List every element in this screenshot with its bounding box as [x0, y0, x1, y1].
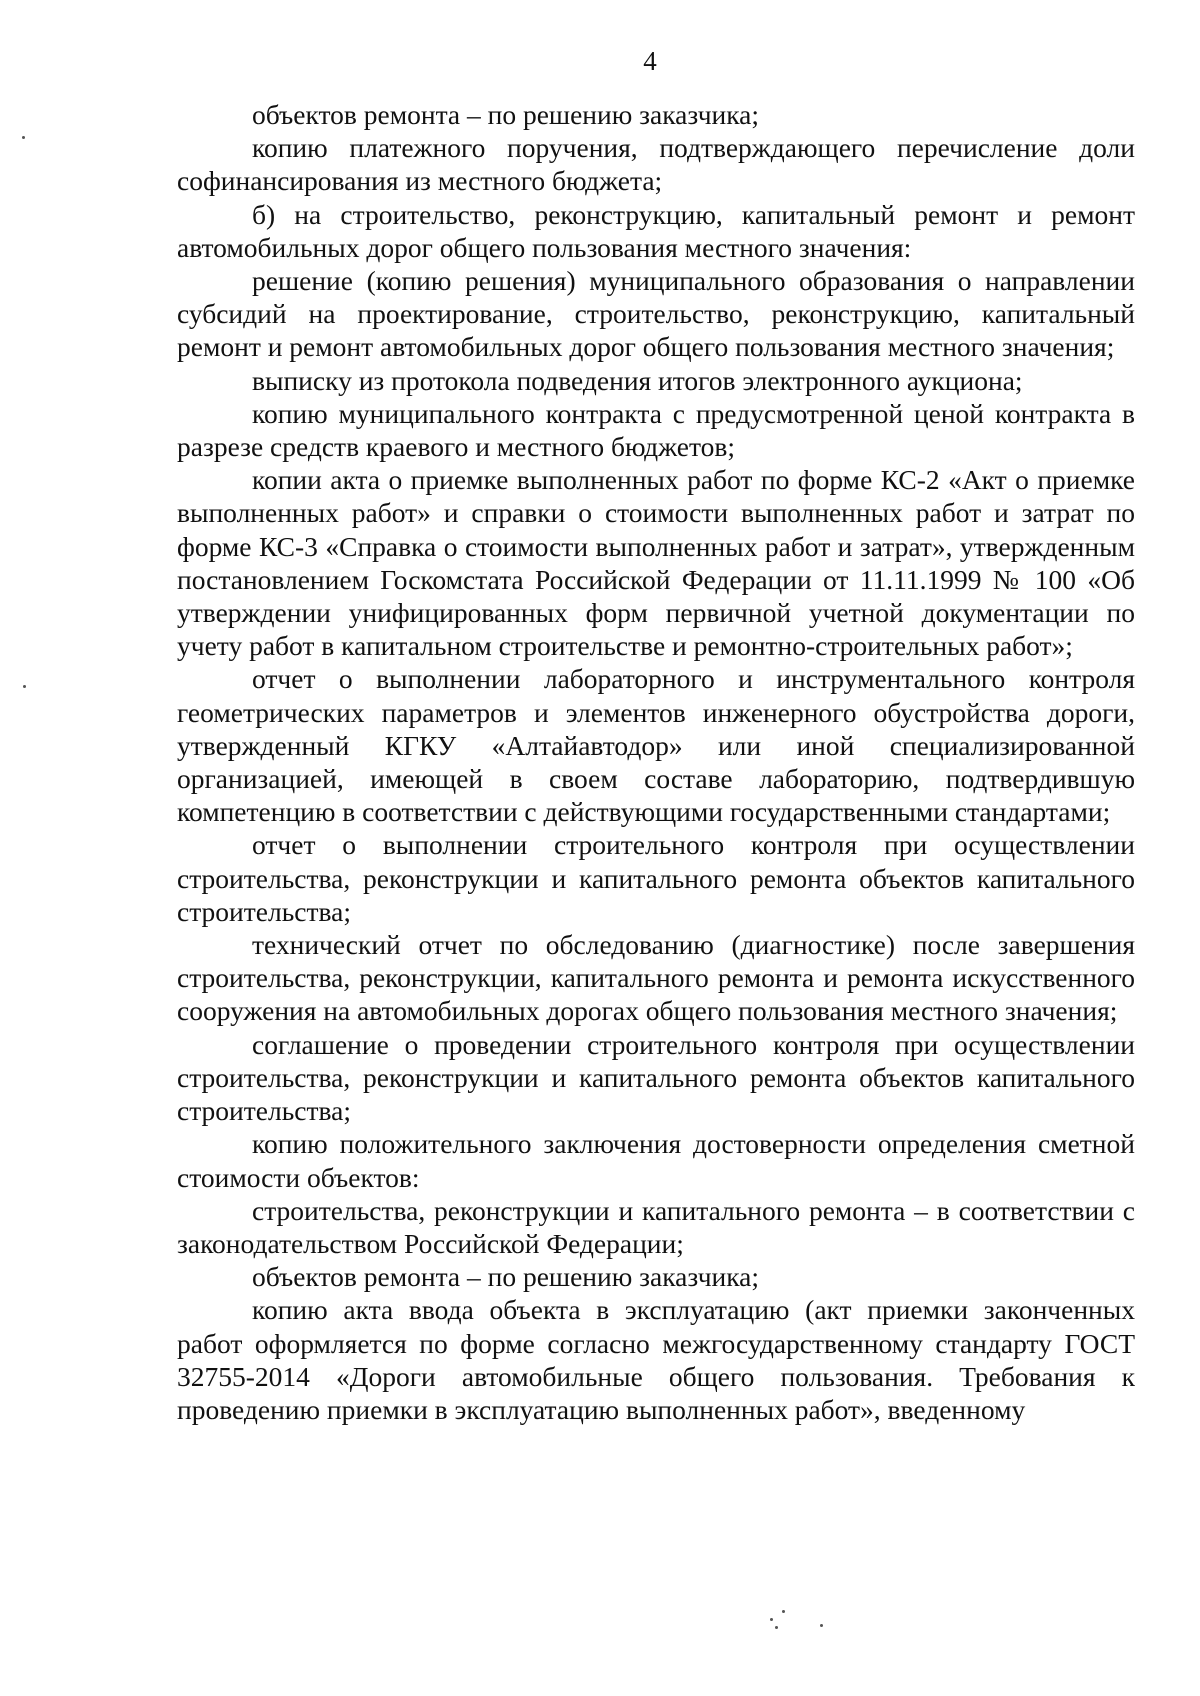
paragraph: б) на строительство, реконструкцию, капитальный ремонт и ремонт автомобильных дорог общего пользования местного значения: — [177, 198, 1135, 263]
paragraph: копию положительного заключения достоверности определения сметной стоимости объектов: — [177, 1128, 1135, 1193]
page-number: 4 — [643, 46, 657, 76]
scan-speck — [770, 1618, 773, 1621]
paragraph: копию муниципального контракта с предусмотренной ценой контракта в разрезе средств краевого и местного бюджетов; — [177, 397, 1135, 463]
paragraph: решение (копию решения) муниципального образования о направлении субсидий на проектирование, строительство, реконструкцию, капитальный ремонт и ремонт автомобильных дорог общего пользования местного значения; — [177, 265, 1135, 363]
scan-speck — [782, 1610, 785, 1613]
paragraph: соглашение о проведении строительного контроля при осуществлении строительства, реконструкции и капитального ремонта объектов капитального строительства; — [177, 1028, 1135, 1127]
scan-speck — [23, 685, 26, 688]
paragraph: копию платежного поручения, подтверждающего перечисление доли софинансирования из местного бюджета; — [177, 132, 1135, 197]
paragraph: технический отчет по обследованию (диагностике) после завершения строительства, реконструкции, капитального ремонта и ремонта искусственного сооружения на автомобильных дорогах общего пользования местного значения; — [177, 929, 1135, 1027]
paragraph: отчет о выполнении строительного контроля при осуществлении строительства, реконструкции и капитального ремонта объектов капитального строительства; — [177, 829, 1135, 927]
paragraph: объектов ремонта – по решению заказчика; — [252, 99, 760, 130]
document-body — [177, 98, 1135, 1426]
paragraph: объектов ремонта – по решению заказчика; — [252, 1261, 760, 1293]
paragraph: копию акта ввода объекта в эксплуатацию (акт приемки законченных работ оформляется по форме согласно межгосударственному стандарту ГОСТ 32755-2014 «Дороги автомобильные общего пользования. Требования к проведению приемки в эксплуатацию выполненных работ», введенному — [177, 1294, 1135, 1425]
scan-speck — [22, 136, 25, 139]
scan-speck — [820, 1624, 823, 1627]
paragraph: строительства, реконструкции и капитального ремонта – в соответствии с законодательством Российской Федерации; — [177, 1194, 1135, 1259]
paragraph: копии акта о приемке выполненных работ по форме КС-2 «Акт о приемке выполненных работ» и справки о стоимости выполненных работ и затрат по форме КС-3 «Справка о стоимости выполненных работ и затрат», утвержденным постановлением Госкомстата Российской Федерации от 11.11.1999 № 100 «Об утверждении унифицированных форм первичной учетной документации по учету работ в капитальном строительстве и ремонтно-строительных работ»; — [177, 464, 1135, 662]
paragraph: отчет о выполнении лабораторного и инструментального контроля геометрических параметров и элементов инженерного обустройства дороги, утвержденный КГКУ «Алтайавтодор» или иной специализированной организацией, имеющей в своем составе лабораторию, подтвердившую компетенцию в соответствии с действующими государственными стандартами; — [177, 663, 1135, 828]
scan-speck — [775, 1626, 778, 1629]
paragraph: выписку из протокола подведения итогов электронного аукциона; — [252, 364, 1023, 396]
